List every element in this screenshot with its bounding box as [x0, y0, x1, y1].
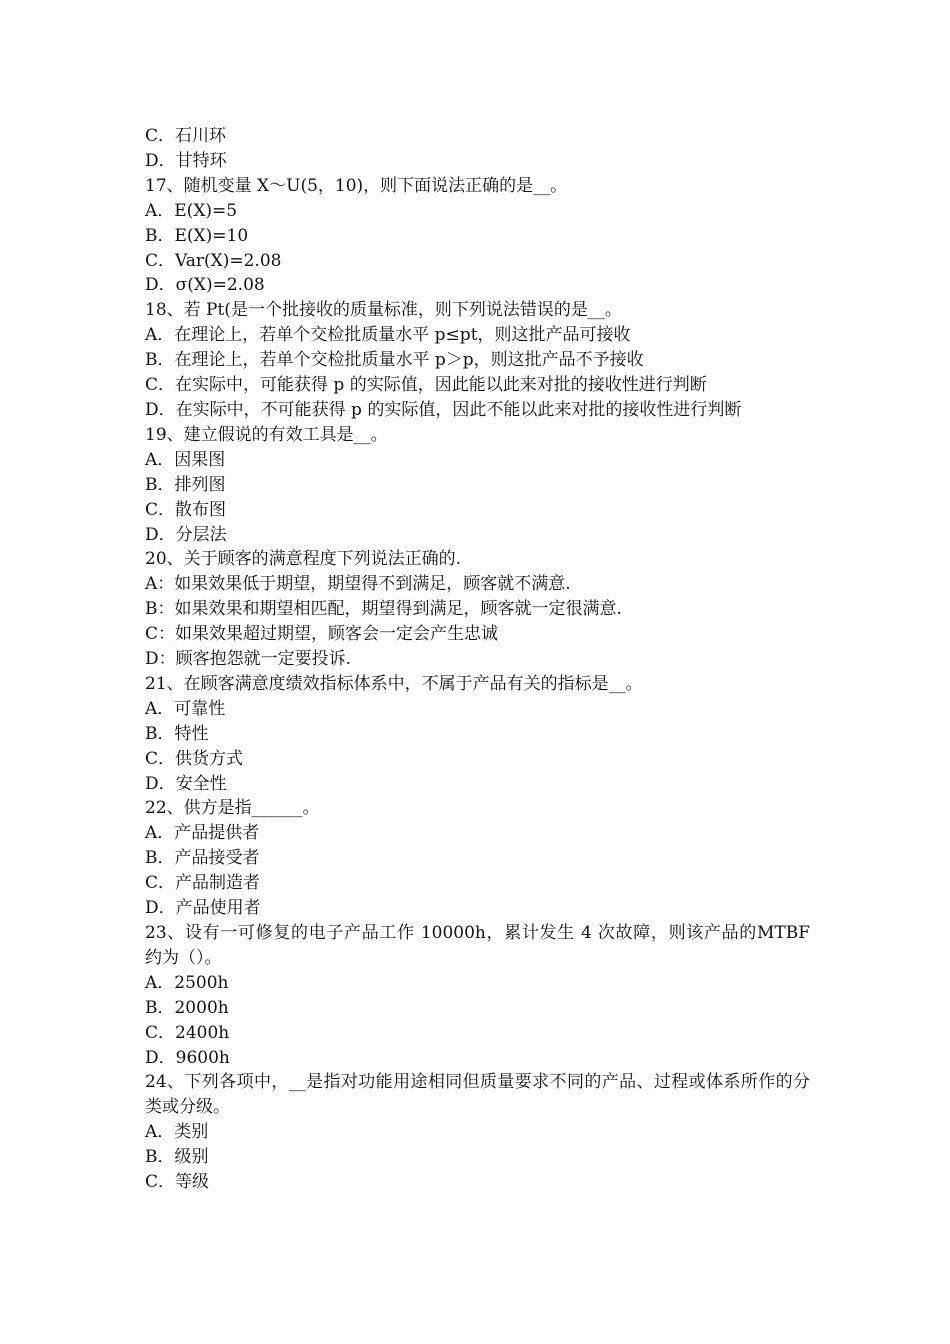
option-d-18: D．在实际中，不可能获得 p 的实际值，因此不能以此来对批的接收性进行判断	[145, 399, 742, 420]
question-17: 17、随机变量 X～U(5，10)，则下面说法正确的是__。	[145, 175, 568, 196]
option-b-23: B．2000h	[145, 997, 229, 1018]
question-20: 20、关于顾客的满意程度下列说法正确的.	[145, 549, 462, 570]
option-c-16: C．石川环	[145, 126, 227, 146]
option-c-23: C．2400h	[145, 1022, 230, 1043]
option-a-23: A．2500h	[145, 972, 229, 993]
option-c-21: C．供货方式	[145, 748, 244, 769]
option-a-22: A．产品提供者	[145, 823, 260, 844]
option-a-21: A．可靠性	[145, 698, 226, 719]
question-21: 21、在顾客满意度绩效指标体系中，不属于产品有关的指标是__。	[145, 673, 643, 694]
option-c-18: C．在实际中，可能获得 p 的实际值，因此能以此来对批的接收性进行判断	[145, 375, 707, 396]
option-a-17: A．E(X)=5	[145, 200, 238, 221]
question-list	[145, 124, 810, 1195]
question-18: 18、若 Pt(是一个批接收的质量标准，则下列说法错误的是__。	[145, 300, 622, 321]
option-d-16: D．甘特环	[145, 150, 227, 171]
option-c-19: C．散布图	[145, 499, 227, 520]
option-d-22: D．产品使用者	[145, 898, 261, 919]
question-22: 22、供方是指______。	[145, 798, 320, 819]
option-b-17: B．E(X)=10	[145, 225, 249, 246]
option-c-17: C．Var(X)=2.08	[145, 250, 282, 271]
option-d-19: D．分层法	[145, 524, 227, 545]
question-23: 23、设有一可修复的电子产品工作 10000h，累计发生 4 次故障，则该产品的MTBF 约为（）。	[145, 923, 810, 968]
option-d-20: D：顾客抱怨就一定要投诉.	[145, 649, 352, 670]
option-d-17: D．σ(X)=2.08	[145, 275, 265, 296]
option-b-21: B．特性	[145, 723, 209, 744]
option-a-18: A．在理论上，若单个交检批质量水平 p≤pt，则这批产品可接收	[145, 325, 631, 346]
question-24: 24、下列各项中，__是指对功能用途相同但质量要求不同的产品、过程或体系所作的分类或分级。	[145, 1072, 810, 1118]
option-a-19: A．因果图	[145, 449, 226, 470]
option-c-24: C．等级	[145, 1172, 210, 1193]
option-c-20: C：如果效果超过期望，顾客会一定会产生忠诚	[145, 624, 499, 645]
option-a-24: A．类别	[145, 1122, 209, 1143]
option-d-23: D．9600h	[145, 1047, 230, 1068]
option-c-22: C．产品制造者	[145, 873, 261, 894]
option-d-21: D．安全性	[145, 773, 227, 794]
option-b-22: B．产品接受者	[145, 848, 260, 869]
option-b-20: B：如果效果和期望相匹配，期望得到满足，顾客就一定很满意.	[145, 599, 622, 620]
option-b-18: B．在理论上，若单个交检批质量水平 p＞p，则这批产品不予接收	[145, 350, 644, 371]
option-b-24: B．级别	[145, 1147, 209, 1168]
question-19: 19、建立假说的有效工具是__。	[145, 424, 388, 445]
option-b-19: B．排列图	[145, 474, 226, 495]
option-a-20: A：如果效果低于期望，期望得不到满足，顾客就不满意.	[145, 574, 571, 595]
